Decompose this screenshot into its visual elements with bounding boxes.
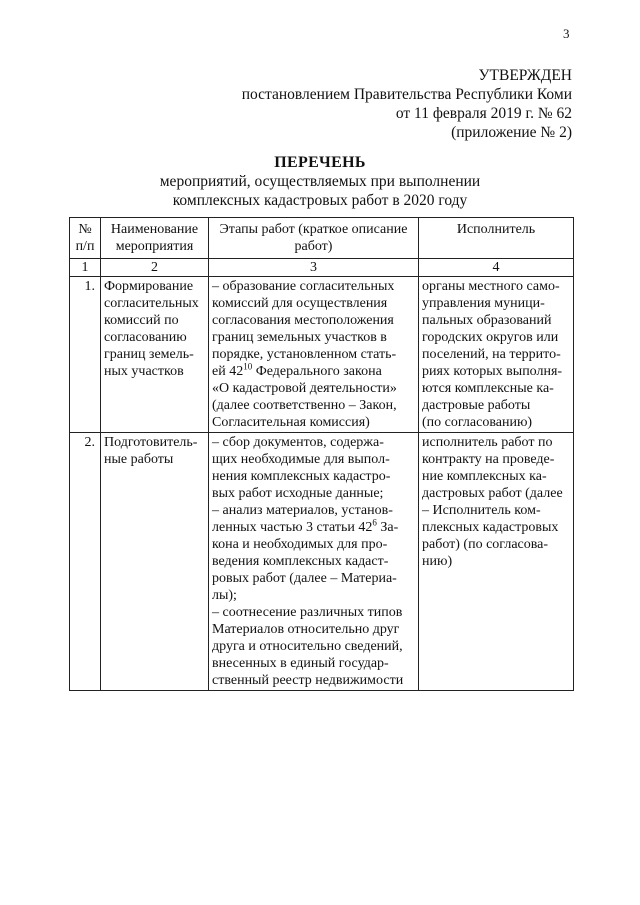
- page-number: 3: [563, 26, 570, 41]
- row-work-stages-superscript: 6: [372, 517, 377, 528]
- column-number-1: 1: [70, 259, 101, 277]
- table-header-row: [70, 218, 574, 259]
- document-subtitle-line-2: комплексных кадастровых работ в 2020 году: [172, 192, 468, 209]
- approval-stamp: [212, 66, 572, 142]
- document-heading: [0, 153, 640, 210]
- approval-title: УТВЕРЖДЕН: [478, 67, 572, 84]
- row-work-stages-superscript: 10: [243, 361, 253, 372]
- row-work-stages-text-b: Федерального закона «О кадастровой деятельности» (далее соответственно – Закон, Согласительная комиссия): [212, 364, 397, 430]
- document-subtitle-line-1: мероприятий, осуществляемых при выполнении: [159, 173, 481, 190]
- row-executor: исполнитель работ по контракту на проведе- ние комплексных ка- дастровых работ (далее – Исполнитель ком- плексных кадастровых работ) (по согласова- нию): [419, 433, 574, 691]
- header-number: № п/п: [70, 218, 101, 259]
- header-work-stages: Этапы работ (краткое описание работ): [209, 218, 419, 259]
- row-work-stages: [209, 277, 419, 433]
- column-number-4: 4: [419, 259, 574, 277]
- table-row: [70, 433, 574, 691]
- table-row: [70, 277, 574, 433]
- row-work-stages-text-a: – сбор документов, содержа- щих необходимые для выпол- нения комплексных кадастро- вых работ исходные данные; – анализ материалов, установ- ленных частью 3 статьи 42: [212, 435, 393, 535]
- column-number-3: 3: [209, 259, 419, 277]
- header-executor: Исполнитель: [419, 218, 574, 259]
- header-activity-name: Наименование мероприятия: [101, 218, 209, 259]
- column-number-row: [70, 259, 574, 277]
- column-number-2: 2: [101, 259, 209, 277]
- approval-issuer: постановлением Правительства Республики Коми: [241, 86, 572, 103]
- row-work-stages: [209, 433, 419, 691]
- row-activity-name: Подготовитель- ные работы: [101, 433, 209, 691]
- approval-annex: (приложение № 2): [451, 124, 572, 141]
- row-number: 1.: [70, 277, 101, 433]
- row-work-stages-text-a: – образование согласительных комиссий для осуществления согласования местоположения границ земельных участков в порядке, установленном стать- ей 42: [212, 279, 397, 379]
- row-executor: органы местного само- управления муници- пальных образований городских округов или поселений, на террито- риях которых выполня- ются комплексные ка- дастровые работы (по согласованию): [419, 277, 574, 433]
- row-number: 2.: [70, 433, 101, 691]
- row-activity-name: Формирование согласительных комиссий по согласованию границ земель- ных участков: [101, 277, 209, 433]
- activities-table: [69, 217, 574, 691]
- approval-date: от 11 февраля 2019 г. № 62: [395, 105, 572, 122]
- row-work-stages-text-b: За- кона и необходимых для про- ведения комплексных кадаст- ровых работ (далее – Материа- лы); – соотнесение различных типов Материалов относительно друг друга и относительно сведений, внесенных в единый государ- ственный реестр недвижимости: [212, 520, 404, 688]
- document-title: ПЕРЕЧЕНЬ: [274, 154, 366, 171]
